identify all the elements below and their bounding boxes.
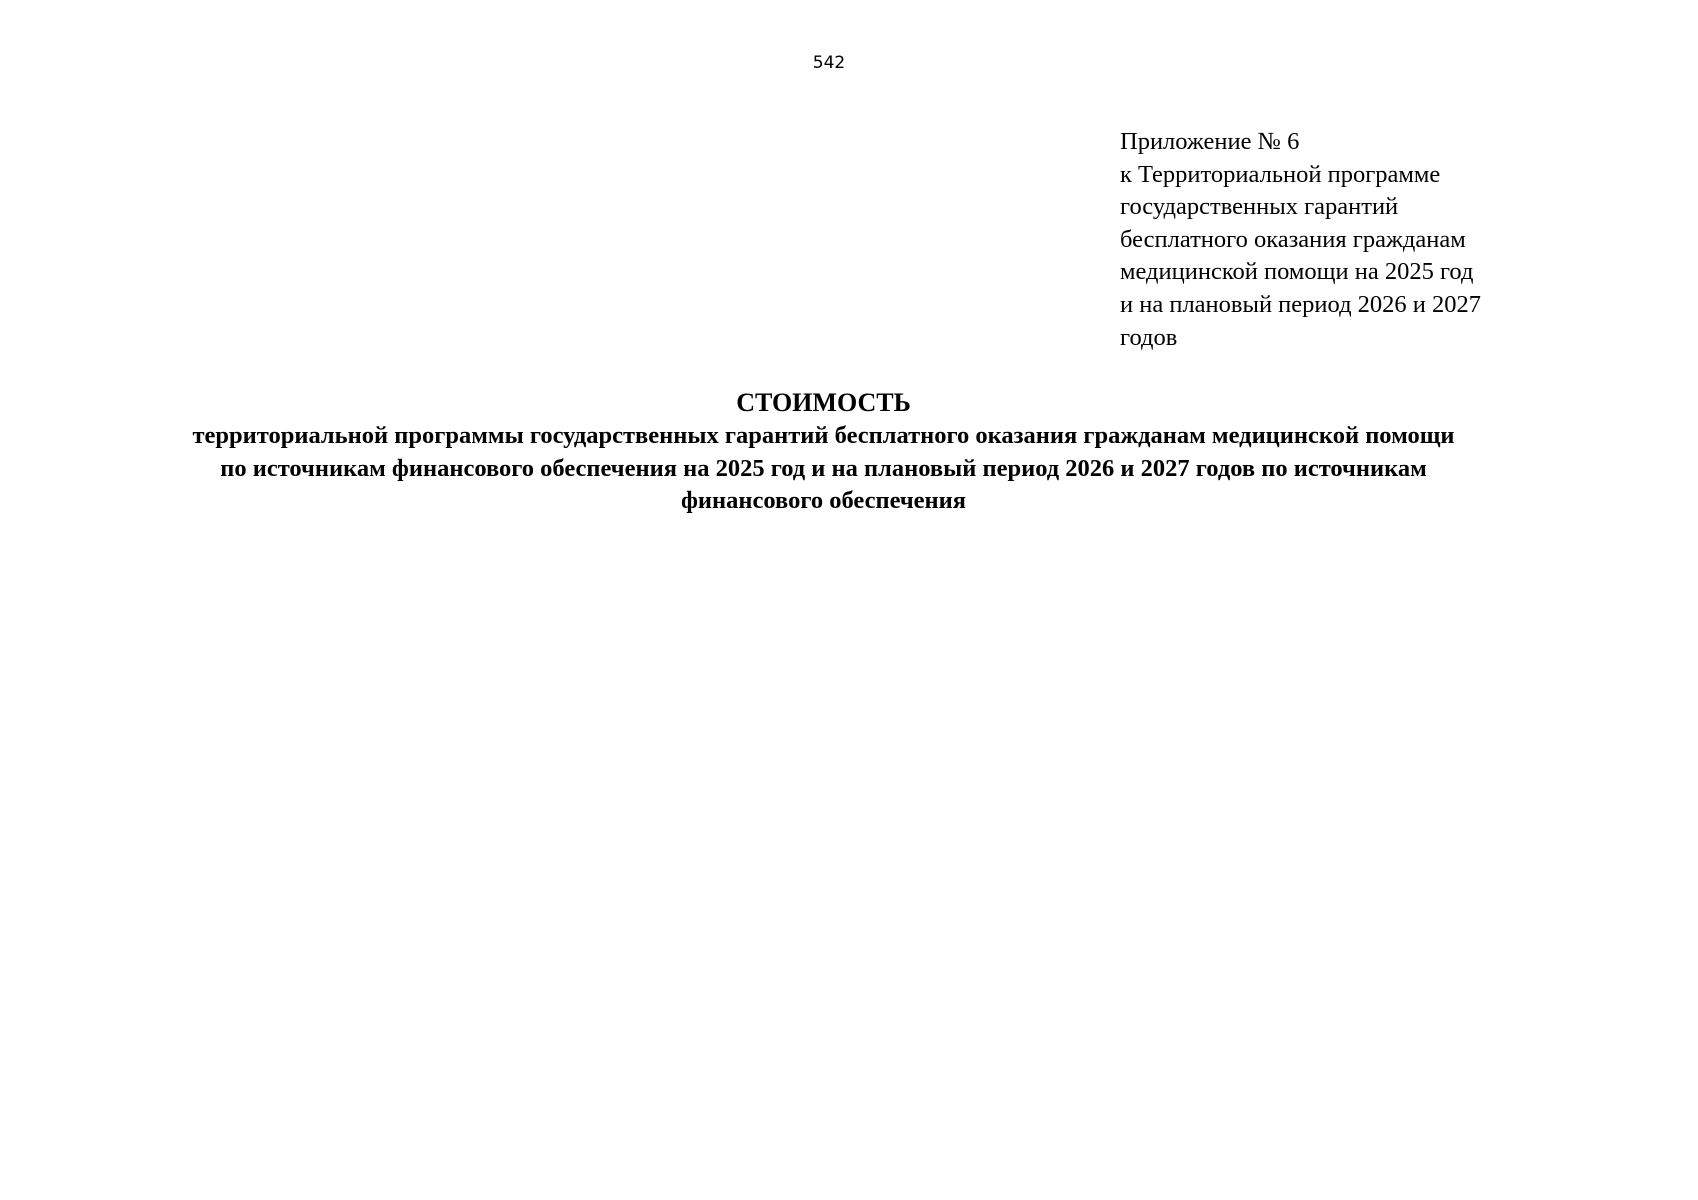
appendix-line: государственных гарантий bbox=[1120, 193, 1399, 221]
appendix-line: бесплатного оказания гражданам bbox=[1120, 225, 1466, 253]
appendix-line: и на плановый период 2026 и 2027 bbox=[1120, 290, 1482, 318]
heading-subtitle-line: финансового обеспечения bbox=[680, 487, 967, 515]
heading-title: СТОИМОСТЬ bbox=[736, 388, 911, 417]
heading-subtitle-line: по источникам финансового обеспечения на 2025 год и на плановый период 2026 и 2027 годов по источникам bbox=[220, 454, 1427, 482]
document-heading bbox=[60, 386, 1587, 518]
appendix-line: Приложение № 6 bbox=[1120, 128, 1300, 155]
appendix-line: медицинской помощи на 2025 год bbox=[1120, 258, 1474, 286]
appendix-line: к Территориальной программе bbox=[1120, 160, 1441, 188]
page-number: 542 bbox=[812, 53, 846, 73]
appendix-line: годов bbox=[1120, 323, 1178, 351]
appendix-reference bbox=[1120, 126, 1580, 354]
heading-subtitle-line: территориальной программы государственных гарантий бесплатного оказания гражданам медицинской помощи bbox=[192, 422, 1455, 449]
